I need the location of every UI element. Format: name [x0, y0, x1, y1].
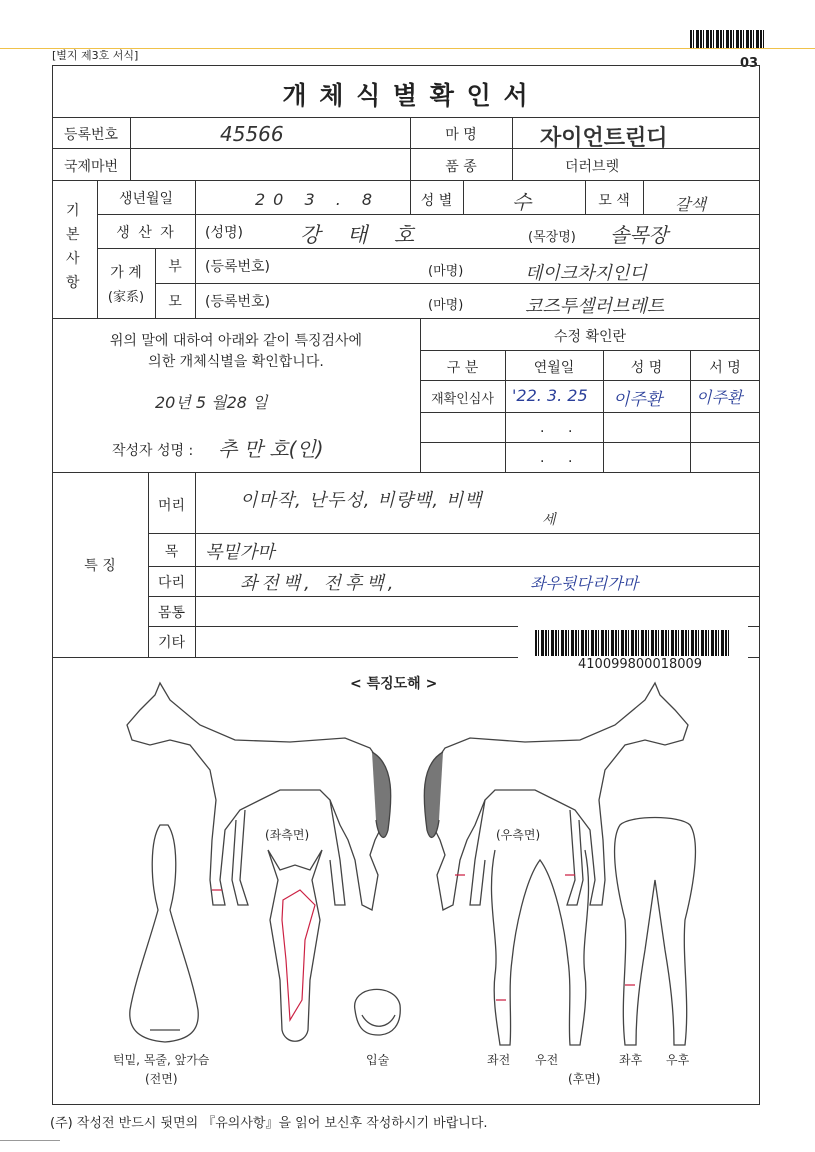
farm-value: 솔목장: [610, 223, 668, 247]
form-title: 개 체 식 별 확 인 서: [282, 81, 530, 110]
sire-label: 부: [168, 259, 182, 275]
lips-view: [355, 989, 401, 1035]
front-caption: 턱밑, 목줄, 앞가슴: [113, 1053, 210, 1067]
dam-label: 모: [168, 294, 182, 310]
basic-section-char-1: 기: [66, 203, 80, 219]
etc-label: 기타: [157, 635, 186, 651]
birth-label: 생년월일: [118, 191, 174, 207]
statement-line-2: 의한 개체식별을 확인합니다.: [148, 354, 324, 370]
dam-value: 코즈투셀러브레트: [525, 296, 665, 317]
confirm-date: 20년 5 월28 일: [155, 393, 268, 412]
sire-value: 데이크차지인디: [525, 263, 647, 284]
birth-value: 20 3 . 8: [255, 190, 381, 209]
revision-row3-dot-a: .: [540, 450, 545, 466]
revision-col-sign: 서 명: [709, 360, 741, 376]
rear-view: [615, 818, 696, 1046]
revision-row1-name: 이주환: [613, 390, 663, 410]
revision-col-date: 연월일: [533, 360, 575, 376]
dam-mname-paren: (마명): [428, 298, 464, 313]
family-hanja: (家系): [107, 290, 145, 305]
statement-line-1: 위의 말에 대하여 아래와 같이 특징검사에: [109, 333, 363, 349]
lips-label: 입술: [366, 1053, 390, 1067]
footer-note: (주) 작성전 반드시 뒷면의 『유의사항』을 읽어 보신후 작성하시기 바랍니다.: [50, 1116, 488, 1131]
revision-col-name: 성 명: [630, 360, 663, 376]
breeder-value: 강 태 호: [300, 223, 425, 247]
revision-row3-dot-b: .: [568, 450, 573, 466]
sire-mname-paren: (마명): [428, 264, 464, 279]
head-value: 이마작, 난두성, 비량백, 비백: [240, 490, 483, 511]
rear-label: (후면): [568, 1072, 601, 1086]
color-value: 갈색: [675, 195, 706, 214]
basic-section-char-2: 본: [66, 227, 80, 243]
revision-row1-sign: 이주환: [696, 388, 743, 407]
intl-no-label: 국제마번: [63, 159, 119, 175]
legs-label: 다리: [157, 575, 186, 591]
horse-name-value: 자이언트린디: [540, 126, 668, 151]
horse-name-label: 마 명: [445, 127, 477, 143]
revision-title: 수정 확인란: [553, 329, 627, 345]
front-left-label: 좌전: [487, 1053, 511, 1067]
breed-value: 더러브렛: [565, 159, 620, 175]
features-section-label: 특 징: [84, 558, 116, 574]
footer-divider: [0, 1140, 60, 1141]
diagram-title: < 특징도해 >: [350, 676, 438, 692]
legs-value-blue: 좌우뒷다리가마: [530, 574, 639, 593]
left-horse-tail: [372, 752, 391, 837]
sex-label: 성 별: [420, 193, 453, 209]
farm-paren: (목장명): [528, 230, 576, 245]
front-label: (전면): [145, 1072, 178, 1086]
right-horse-tail: [424, 752, 443, 837]
writer-label: 작성자 성명 :: [112, 443, 194, 459]
hind-left-label: 좌후: [619, 1053, 643, 1067]
basic-section-char-4: 항: [66, 275, 80, 291]
family-label: 가 계: [110, 265, 142, 281]
neck-label: 목: [164, 544, 179, 560]
basic-section-char-3: 사: [66, 251, 80, 267]
color-label: 모 색: [598, 193, 630, 209]
breed-label: 품 종: [445, 159, 477, 175]
sex-value: 수: [512, 190, 532, 214]
sire-regno-paren: (등록번호): [205, 259, 271, 275]
breeder-label: 생 산 자: [116, 225, 176, 241]
left-horse-legs: [232, 800, 345, 905]
head-label: 머리: [157, 498, 186, 514]
head-marking: [282, 890, 315, 1020]
front-right-label: 우전: [535, 1053, 559, 1067]
right-horse-outline: [430, 683, 688, 910]
front-legs-view: [491, 850, 588, 1045]
form-tag: [별지 제3호 서식]: [52, 49, 139, 62]
neck-value: 목밑가마: [205, 542, 275, 563]
legs-value: 좌전백, 전후백,: [240, 573, 398, 594]
page-number: 03: [740, 56, 759, 71]
barcode-number: 410099800018009: [578, 657, 703, 672]
writer-value: 추 만 호(인): [218, 437, 324, 461]
left-side-label: (좌측면): [265, 828, 310, 842]
revision-col-type: 구 분: [446, 360, 479, 376]
revision-row1-type: 재확인심사: [431, 392, 494, 407]
head-sub: 세: [542, 512, 556, 528]
body-label: 몸통: [157, 605, 186, 621]
revision-row1-date: '22. 3. 25: [512, 386, 588, 405]
right-side-label: (우측면): [496, 828, 541, 842]
reg-no-label: 등록번호: [63, 127, 119, 143]
hind-right-label: 우후: [666, 1053, 690, 1067]
breeder-name-paren: (성명): [205, 225, 243, 241]
left-horse-outline: [127, 683, 385, 910]
dam-regno-paren: (등록번호): [205, 294, 271, 310]
revision-row2-dot-a: .: [540, 420, 545, 436]
front-view: [130, 825, 198, 1042]
revision-row2-dot-b: .: [568, 420, 573, 436]
reg-no-value: 45566: [220, 122, 284, 146]
